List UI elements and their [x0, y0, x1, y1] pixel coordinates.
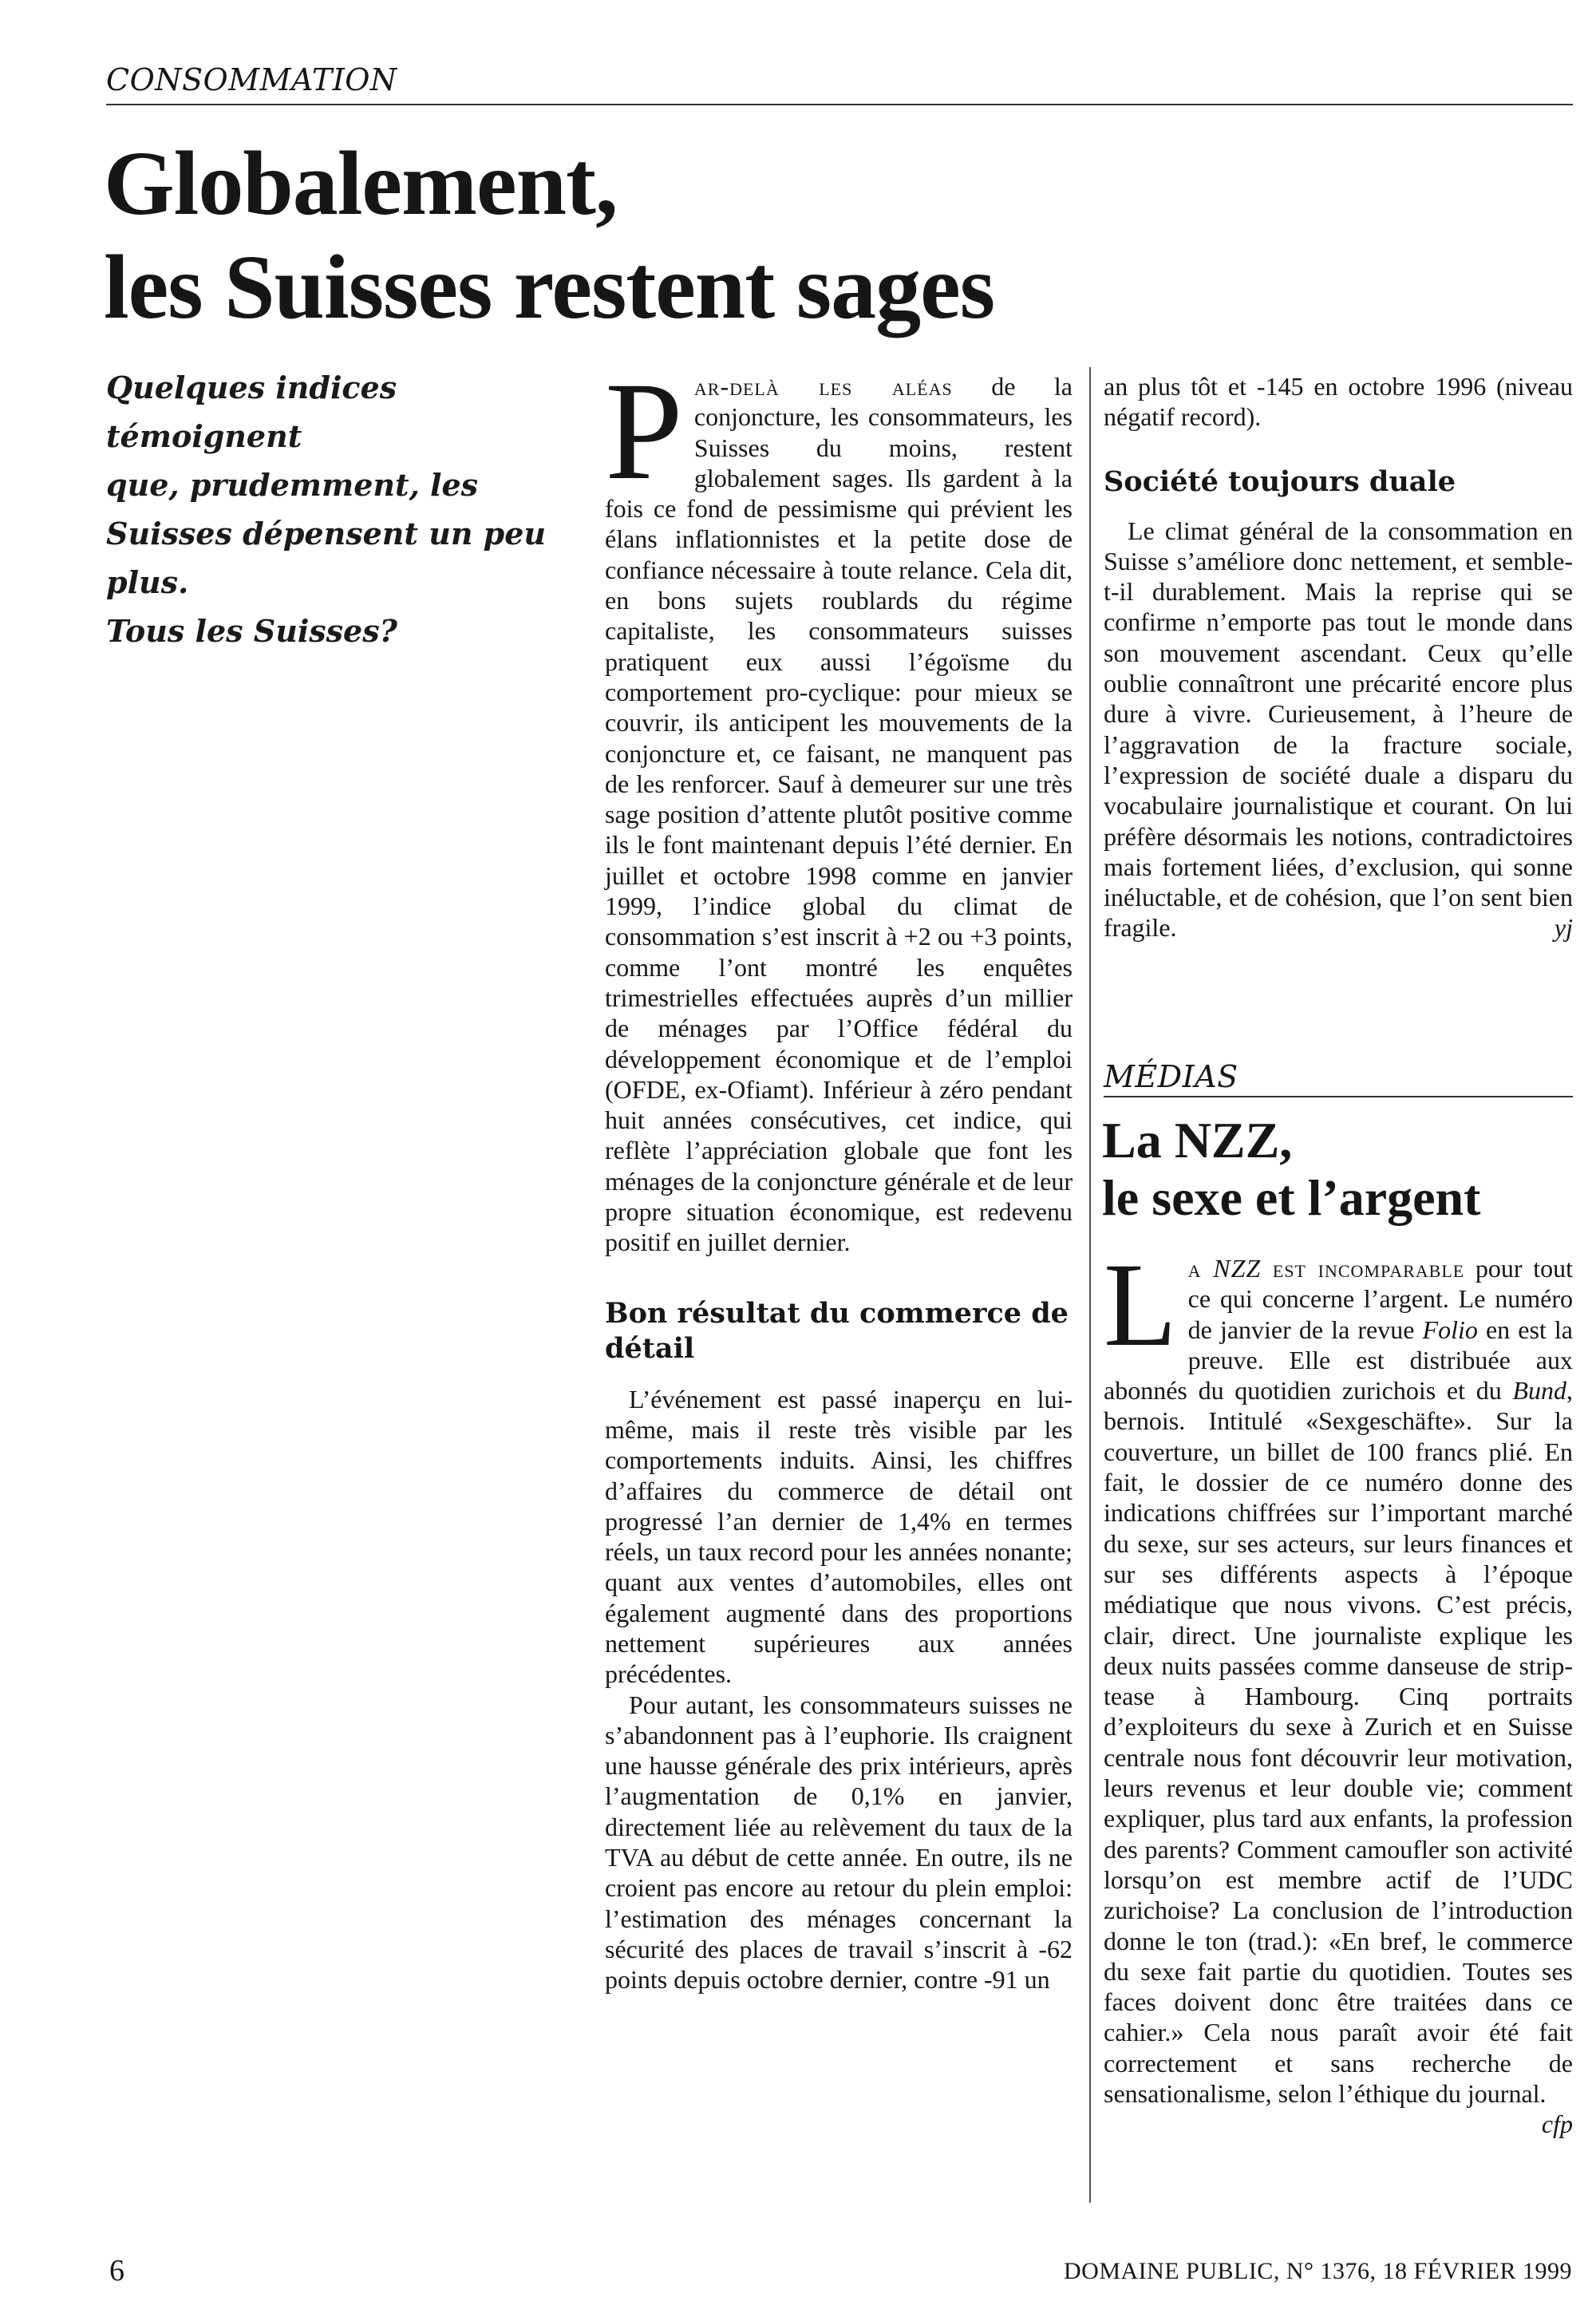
paragraph: Pour autant, les consommateurs suisses ne s’abandonnent pas à l’euphorie. Ils craignent une hausse générale des prix intérieurs, après l’augmentation de 0,1% en janvier, directement liée au relèvement du taux de la TVA au début de cette année. En outre, ils ne croient pas encore au retour du plein emploi: l’estimation des ménages concernant la sécurité des places de travail s’inscrit à -62 points depuis octobre dernier, contre -91 un: [605, 1690, 1073, 1995]
author-signature: yj: [1554, 913, 1573, 943]
page-title: [104, 132, 994, 339]
deck-line: Tous les Suisses?: [106, 613, 397, 649]
section-label-medias: MÉDIAS: [1104, 1059, 1238, 1094]
paragraph-text: , bernois. Intitulé «Sexgeschäfte». Sur la couverture, un billet de 100 francs plié. En fait, le dossier de ce numéro donne des indications chiffrées sur l’important marché du sexe, sur ses acteurs, sur leurs finances et sur ses différents aspects à l’époque médiatique que nous vivons. C’est précis, clair, direct. Une journaliste explique les deux nuits passées comme danseuse de strip-tease à Hambourg. Cinq portraits d’exploiteurs du sexe à Zurich et en Suisse centrale nous font découvrir leur motivation, leurs revenus et leur double vie; comment expliquer, plus tard aux enfants, la profession des parents? Comment camoufler son activité lorsqu’on est membre actif de l’UDC zurichoise? La conclusion de l’introduction donne le ton (trad.): «En bref, le commerce du sexe fait partie du quotidien. Toutes ses faces doivent donc être traitées dans ce cahier.» Cela nous paraît avoir été fait correctement et sans recherche de sensationalisme, selon l’éthique du journal.: [1104, 1376, 1573, 2109]
headline-line-1: Globalement,: [104, 132, 618, 234]
section-label: CONSOMMATION: [106, 62, 397, 97]
deck-line: que, prudemment, les: [106, 467, 479, 503]
lead-caps: est incomparable: [1261, 1254, 1465, 1283]
article2-body: [1104, 1239, 1574, 2140]
lead-caps: ar-delà les aléas: [693, 372, 953, 401]
publication-name: Folio: [1422, 1315, 1478, 1344]
lead-caps: a: [1187, 1254, 1214, 1283]
publication-name: Bund: [1512, 1376, 1566, 1406]
paragraph: [1104, 516, 1573, 943]
deck-line: Quelques indices témoignent: [106, 370, 397, 454]
headline-line-2: le sexe et l’argent: [1102, 1169, 1481, 1226]
dropcap: P: [605, 354, 683, 509]
section-rule: [1104, 1096, 1573, 1097]
publication-info: DOMAINE PUBLIC, N° 1376, 18 FÉVRIER 1999: [1063, 2258, 1572, 2284]
headline-line-1: La NZZ,: [1102, 1112, 1293, 1168]
headline-line-2: les Suisses restent sages: [104, 236, 995, 338]
paragraph-lead: [1104, 1239, 1574, 2139]
paragraph: L’événement est passé inaperçu en lui-même, mais il reste très visible par les comportements induits. Ainsi, les chiffres d’affaires du commerce de détail ont progressé l’an dernier de 1,4% en termes réels, un taux record pour les années nonante; quant aux ventes d’automobiles, elles ont également augmenté dans des proportions nettement supérieures aux années précédentes.: [605, 1384, 1073, 1689]
column-divider: [1089, 367, 1091, 2203]
paragraph-text: en est la preuve. Elle est distribuée aux abonnés du quotidien zurichois et du: [1104, 1315, 1574, 1406]
deck: [106, 363, 585, 655]
paragraph-text: Le climat général de la consommation en Suisse s’améliore donc nettement, et semble-t-il durablement. Mais la reprise qui se confirme n’emporte pas tout le monde dans son mouvement ascendant. Ceux qu’elle oublie connaîtront une précarité encore plus dure à vivre. Curieusement, à l’heure de l’aggravation de la fracture sociale, l’expression de société duale a disparu du vocabulaire journalistique et courant. On lui préfère désormais les notions, contradictoires mais fortement liées, d’exclusion, qui sonne inéluctable, et de cohésion, que l’on sent bien fragile.: [1104, 516, 1573, 943]
article-column-right: [1104, 371, 1573, 943]
article-column-middle: [605, 354, 1073, 1995]
article-title: [1102, 1112, 1480, 1227]
top-rule: [106, 104, 1573, 105]
paragraph-continued: an plus tôt et -145 en octobre 1996 (niveau négatif record).: [1104, 372, 1573, 432]
subheading: Bon résultat du commerce de détail: [605, 1296, 1069, 1365]
paragraph-lead: [605, 354, 1073, 1258]
dropcap: L: [1104, 1239, 1177, 1371]
lead-nzz: NZZ: [1213, 1254, 1262, 1283]
subheading: Société toujours duale: [1104, 465, 1456, 498]
author-signature: cfp: [1541, 2109, 1573, 2139]
deck-line: Suisses dépensent un peu: [106, 516, 547, 552]
page-number: 6: [109, 2254, 125, 2287]
deck-line: plus.: [106, 564, 189, 600]
paragraph-text: de la conjoncture, les consommateurs, les Suisses du moins, restent globalement sages. Ils gardent à la fois ce fond de pessimisme qui prévient les élans inflationnistes et la petite dose de confiance nécessaire à toute relance. Cela dit, en bons sujets roublards du régime capitaliste, les consommateurs suisses pratiquent eux aussi l’égoïsme du comportement pro-cyclique: pour mieux se couvrir, ils anticipent les mouvements de la conjoncture et, ce faisant, ne manquent pas de les renforcer. Sauf à demeurer sur une très sage position d’attente plutôt positive comme ils le font maintenant depuis l’été dernier. En juillet et octobre 1998 comme en janvier 1999, l’indice global du climat de consommation s’est inscrit à +2 ou +3 points, comme l’ont montré les enquêtes trimestrielles effectuées auprès d’un millier de ménages par l’Office fédéral du développement économique et de l’emploi (OFDE, ex-Ofiamt). Inférieur à zéro pendant huit années consécutives, cet indice, qui reflète l’appréciation globale que font les ménages de la conjoncture générale et de leur propre situation économique, est redevenu positif en juillet dernier.: [605, 372, 1073, 1257]
paragraph-text: pour tout ce qui concerne l’argent. Le numéro de janvier de la revue: [1187, 1254, 1574, 1344]
